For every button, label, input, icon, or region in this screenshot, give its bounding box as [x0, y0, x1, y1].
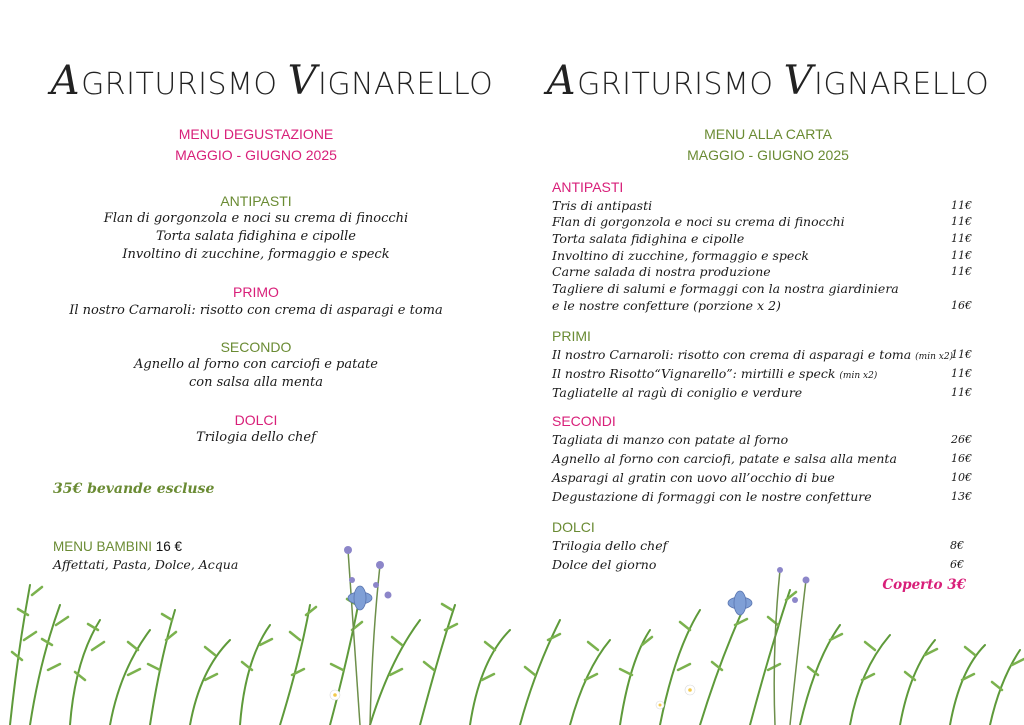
menu-item: Torta salata fidighina e cipolle: [156, 229, 356, 244]
menu-item: con salsa alla menta: [188, 375, 324, 390]
price: 11€: [951, 265, 972, 278]
menu-row: Tris di antipasti 11€: [552, 198, 972, 213]
price: 16€: [951, 299, 972, 312]
menu-row: Tagliata di manzo con patate al forno 26€: [552, 432, 972, 447]
price: 11€: [951, 232, 972, 245]
menu-row: Il nostro Risotto“Vignarello”: mirtilli e speck (min x2) 11€: [552, 366, 972, 381]
degustazione-price: 35€ bevande escluse: [53, 481, 215, 497]
section-heading-antipasti: ANTIPASTI: [220, 193, 292, 209]
menu-item: Trilogia dello chef: [196, 430, 316, 445]
section-heading-antipasti: ANTIPASTI: [552, 179, 624, 195]
menu-row: Involtino di zucchine, formaggio e speck 11€: [552, 248, 972, 263]
price: 8€: [950, 539, 964, 552]
menu-title: MENU DEGUSTAZIONE MAGGIO - GIUGNO 2025: [175, 126, 337, 163]
price: 11€: [951, 367, 972, 380]
price: 13€: [951, 490, 972, 503]
section-heading-primi: PRIMI: [552, 328, 591, 344]
section-heading-secondo: SECONDO: [220, 339, 292, 355]
menu-row: Trilogia dello chef 8€: [552, 538, 964, 553]
price: 11€: [951, 249, 972, 262]
section-heading-dolci: DOLCI: [552, 519, 595, 535]
menu-title: MENU ALLA CARTA MAGGIO - GIUGNO 2025: [687, 126, 849, 163]
menu-row: Carne salada di nostra produzione 11€: [552, 264, 972, 279]
menu-row: Tagliere di salumi e formaggi con la nostra giardiniera: [552, 281, 899, 296]
price: 26€: [951, 433, 972, 446]
menu-row: Degustazione di formaggi con le nostre confetture 13€: [552, 489, 972, 504]
price: 11€: [951, 215, 972, 228]
kids-menu-items: Affettati, Pasta, Dolce, Acqua: [53, 557, 239, 572]
price: 16€: [951, 452, 972, 465]
menu-item: Il nostro Carnaroli: risotto con crema di asparagi e toma: [69, 303, 443, 318]
menu-item: Involtino di zucchine, formaggio e speck: [122, 247, 390, 262]
menu-row: Torta salata fidighina e cipolle 11€: [552, 231, 972, 246]
price: 11€: [951, 348, 972, 361]
menu-row: Dolce del giorno 6€: [552, 557, 964, 572]
menu-item: Agnello al forno con carciofi e patate: [134, 357, 378, 372]
price: 6€: [950, 558, 964, 571]
menu-row: e le nostre confetture (porzione x 2) 16€: [552, 298, 972, 313]
cover-charge: Coperto 3€: [882, 577, 966, 593]
menu-row: Flan di gorgonzola e noci su crema di finocchi 11€: [552, 214, 972, 229]
menu-row: Agnello al forno con carciofi, patate e salsa alla menta 16€: [552, 451, 972, 466]
menu-row: Asparagi al gratin con uovo all’occhio di bue 10€: [552, 470, 972, 485]
menu-item: Flan di gorgonzola e noci su crema di finocchi: [103, 211, 409, 226]
kids-menu-label: MENU BAMBINI 16 €: [53, 539, 183, 554]
brand-title: AGRITURISMO VIGNARELLO: [546, 58, 990, 104]
price: 11€: [951, 386, 972, 399]
section-heading-primo: PRIMO: [233, 284, 279, 300]
section-heading-dolci: DOLCI: [234, 412, 278, 428]
brand-title: AGRITURISMO VIGNARELLO: [50, 58, 494, 104]
price: 11€: [951, 199, 972, 212]
rosemary-illustration: [0, 510, 1024, 725]
menu-row: Il nostro Carnaroli: risotto con crema di asparagi e toma (min x2) 11€: [552, 347, 972, 362]
price: 10€: [951, 471, 972, 484]
section-heading-secondi: SECONDI: [552, 413, 616, 429]
menu-row: Tagliatelle al ragù di coniglio e verdure 11€: [552, 385, 972, 400]
